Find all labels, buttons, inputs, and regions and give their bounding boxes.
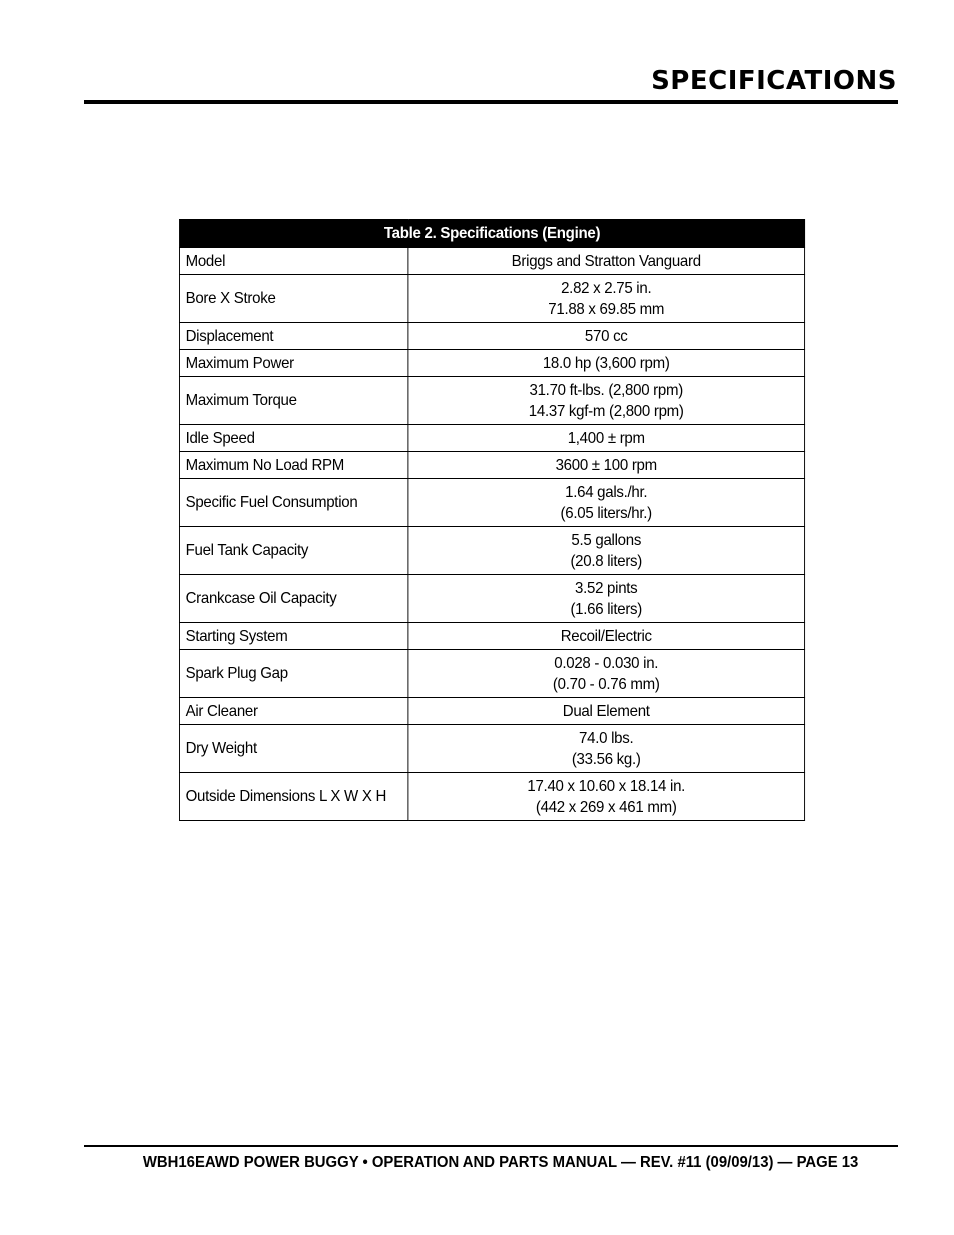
table-row — [179, 773, 804, 821]
spec-label: Bore X Stroke — [179, 275, 407, 323]
spec-value-line: (1.66 liters) — [570, 600, 643, 618]
spec-value — [408, 623, 805, 650]
table-row — [179, 323, 804, 350]
spec-label: Air Cleaner — [179, 698, 407, 725]
spec-label: Maximum Power — [179, 350, 407, 377]
table-row — [179, 527, 804, 575]
spec-label: Dry Weight — [179, 725, 407, 773]
table-row — [179, 479, 804, 527]
spec-value-line: 14.37 kgf-m (2,800 rpm) — [528, 402, 684, 420]
spec-value-line: 71.88 x 69.85 mm — [548, 300, 665, 318]
spec-value — [408, 248, 805, 275]
table-row — [179, 650, 804, 698]
spec-value — [408, 323, 805, 350]
page-title: SPECIFICATIONS — [651, 66, 897, 96]
spec-label: Displacement — [179, 323, 407, 350]
spec-value-line: 74.0 lbs. — [579, 729, 634, 747]
table-row — [179, 698, 804, 725]
spec-value-line: (0.70 - 0.76 mm) — [552, 675, 660, 693]
table-row — [179, 248, 804, 275]
spec-value — [408, 773, 805, 821]
table-row — [179, 425, 804, 452]
spec-value-line: (442 x 269 x 461 mm) — [535, 798, 677, 816]
table-row — [179, 623, 804, 650]
spec-value-line: (6.05 liters/hr.) — [560, 504, 652, 522]
table-body — [179, 248, 804, 821]
spec-label: Crankcase Oil Capacity — [179, 575, 407, 623]
spec-label: Fuel Tank Capacity — [179, 527, 407, 575]
spec-value — [408, 425, 805, 452]
spec-value-line: Briggs and Stratton Vanguard — [511, 252, 701, 270]
spec-value-line: 31.70 ft-lbs. (2,800 rpm) — [529, 381, 683, 399]
spec-value — [408, 452, 805, 479]
spec-label: Outside Dimensions L X W X H — [179, 773, 407, 821]
spec-value-line: 5.5 gallons — [571, 531, 642, 549]
table-caption: Table 2. Specifications (Engine) — [179, 220, 804, 248]
spec-value-line: 3600 ± 100 rpm — [555, 456, 657, 474]
spec-value-line: Dual Element — [562, 702, 650, 720]
spec-value — [408, 350, 805, 377]
spec-label: Starting System — [179, 623, 407, 650]
header-rule — [84, 100, 898, 104]
table-row — [179, 575, 804, 623]
spec-value-line: 0.028 - 0.030 in. — [554, 654, 659, 672]
footer-text: WBH16EAWD POWER BUGGY • OPERATION AND PARTS MANUAL — REV. #11 (09/09/13) — PAGE 13 — [142, 1154, 858, 1171]
spec-value-line: 1.64 gals./hr. — [565, 483, 648, 501]
spec-value-line: 1,400 ± rpm — [567, 429, 645, 447]
spec-value-line: 17.40 x 10.60 x 18.14 in. — [527, 777, 686, 795]
spec-value — [408, 698, 805, 725]
table-row — [179, 275, 804, 323]
spec-value-line: 18.0 hp (3,600 rpm) — [542, 354, 670, 372]
spec-label: Model — [179, 248, 407, 275]
spec-value-line: 3.52 pints — [575, 579, 638, 597]
table-row — [179, 377, 804, 425]
table-row — [179, 725, 804, 773]
spec-label: Maximum No Load RPM — [179, 452, 407, 479]
table-row — [179, 350, 804, 377]
footer-rule — [84, 1145, 898, 1147]
spec-value — [408, 275, 805, 323]
spec-value — [408, 575, 805, 623]
spec-label: Maximum Torque — [179, 377, 407, 425]
spec-value — [408, 527, 805, 575]
spec-label: Idle Speed — [179, 425, 407, 452]
spec-value-line: (33.56 kg.) — [571, 750, 641, 768]
spec-value-line: (20.8 liters) — [570, 552, 643, 570]
spec-value-line: Recoil/Electric — [560, 627, 652, 645]
spec-value-line: 570 cc — [584, 327, 628, 345]
spec-label: Spark Plug Gap — [179, 650, 407, 698]
spec-value — [408, 377, 805, 425]
table-caption-row — [179, 220, 804, 248]
spec-value — [408, 725, 805, 773]
table-row — [179, 452, 804, 479]
spec-label: Specific Fuel Consumption — [179, 479, 407, 527]
spec-value — [408, 650, 805, 698]
spec-value-line: 2.82 x 2.75 in. — [561, 279, 652, 297]
spec-value — [408, 479, 805, 527]
engine-specifications-table — [179, 219, 805, 821]
